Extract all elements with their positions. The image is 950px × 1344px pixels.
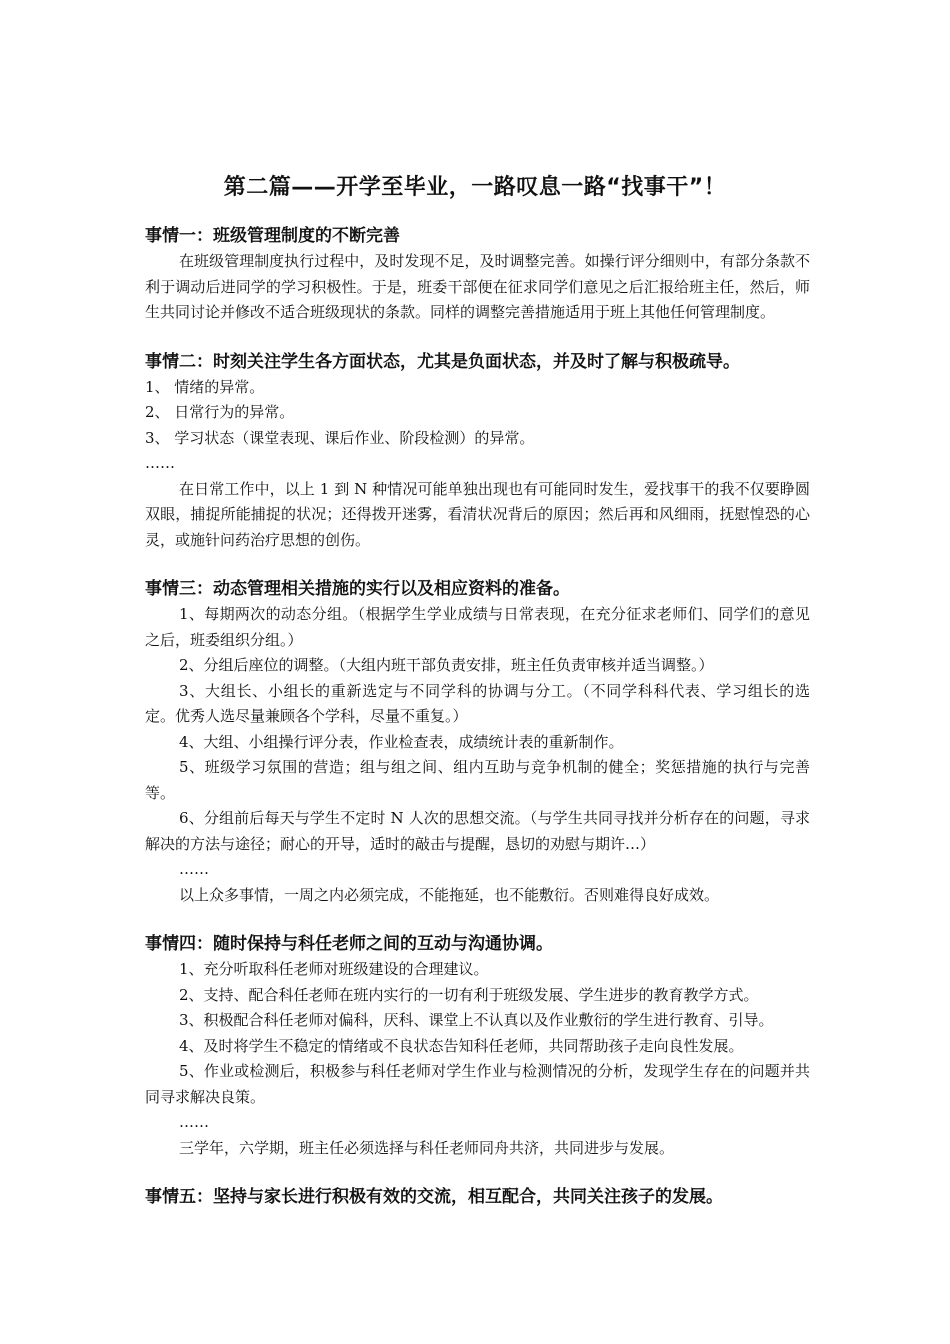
section2-list-item: 1、 情绪的异常。 [145,377,265,396]
section4-list-item: 5、作业或检测后，积极参与科任老师对学生作业与检测情况的分析，发现学生存在的问题并共同寻求解决良策。 [145,1062,810,1106]
section2-ellipsis: …… [145,454,175,472]
section1-heading: 事情一：班级管理制度的不断完善 [145,226,400,246]
section2-paragraph: 在日常工作中，以上 1 到 N 种情况可能单独出现也有可能同时发生，爱找事干的我不仅要睁圆双眼，捕捉所能捕捉的状况；还得拨开迷雾，看清状况背后的原因；然后再和风细雨，抚慰惶恐的心灵，或施针问药治疗思想的创伤。 [145,479,810,549]
document-title: 第二篇——开学至毕业，一路叹息一路“找事干”！ [223,175,727,200]
section4-paragraph: 三学年，六学期，班主任必须选择与科任老师同舟共济，共同进步与发展。 [179,1138,675,1157]
section2-list-item: 2、 日常行为的异常。 [145,403,295,421]
section5-heading: 事情五：坚持与家长进行积极有效的交流，相互配合，共同关注孩子的发展。 [145,1187,723,1207]
section2-heading: 事情二：时刻关注学生各方面状态，尤其是负面状态，并及时了解与积极疏导。 [145,351,740,372]
section3-list-item: 3、大组长、小组长的重新选定与不同学科的协调与分工。（不同学科科代表、学习组长的选定。优秀人选尽量兼顾各个学科，尽量不重复。） [145,681,810,725]
section3-ellipsis: …… [179,860,209,878]
section3-paragraph: 以上众多事情，一周之内必须完成，不能拖延，也不能敷衍。否则难得良好成效。 [179,885,720,904]
section2-list-item: 3、 学习状态（课堂表现、课后作业、阶段检测）的异常。 [145,428,535,447]
section3-list-item: 1、每期两次的动态分组。（根据学生学业成绩与日常表现，在充分征求老师们、同学们的意见之后，班委组织分组。） [145,605,810,649]
section4-list-item: 1、充分听取科任老师对班级建设的合理建议。 [179,960,489,978]
section3-heading: 事情三：动态管理相关措施的实行以及相应资料的准备。 [145,579,570,599]
section3-list-item: 4、大组、小组操行评分表，作业检查表，成绩统计表的重新制作。 [179,732,624,751]
section3-list-item: 2、分组后座位的调整。（大组内班干部负责安排，班主任负责审核并适当调整。） [179,656,714,674]
section4-list-item: 4、及时将学生不稳定的情绪或不良状态告知科任老师，共同帮助孩子走向良性发展。 [179,1036,744,1055]
document-body [145,224,810,1210]
section4-list-item: 2、支持、配合科任老师在班内实行的一切有利于班级发展、学生进步的教育教学方式。 [179,985,759,1004]
section1-paragraph: 在班级管理制度执行过程中，及时发现不足，及时调整完善。如操行评分细则中，有部分条款不利于调动后进同学的学习积极性。于是，班委干部便在征求同学们意见之后汇报给班主任，然后，师生共同讨论并修改不适合班级现状的条款。同样的调整完善措施适用于班上其他任何管理制度。 [145,252,810,321]
section4-heading: 事情四：随时保持与科任老师之间的互动与沟通协调。 [145,934,553,954]
section3-list-item: 5、班级学习氛围的营造；组与组之间、组内互助与竞争机制的健全；奖惩措施的执行与完善等。 [145,758,810,802]
section3-list-item: 6、分组前后每天与学生不定时 N 人次的思想交流。（与学生共同寻找并分析存在的问题，寻求解决的方法与途径；耐心的开导，适时的敲击与提醒，恳切的劝慰与期许…） [145,809,810,853]
section4-list-item: 3、积极配合科任老师对偏科，厌科、课堂上不认真以及作业敷衍的学生进行教育、引导。 [179,1011,774,1029]
section4-ellipsis: …… [179,1113,209,1131]
